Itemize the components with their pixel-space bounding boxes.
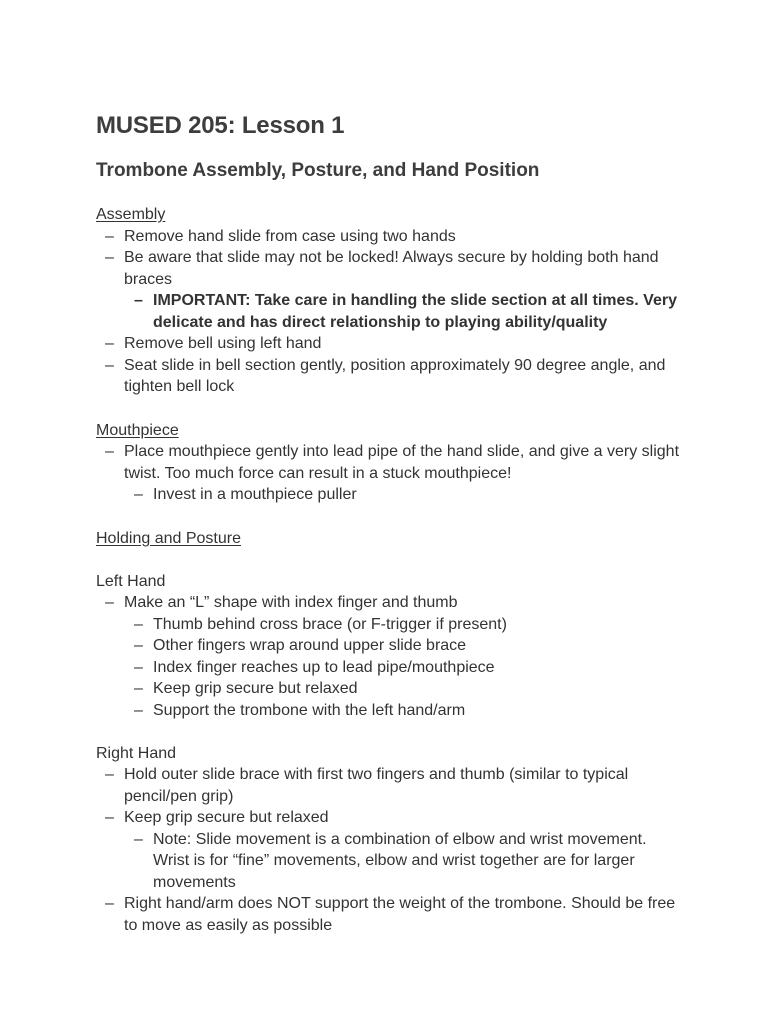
page-title: MUSED 205: Lesson 1 (96, 112, 345, 139)
assembly-section (96, 204, 686, 398)
list-item-text: Keep grip secure but relaxed (153, 680, 358, 697)
list-item-text: Seat slide in bell section gently, position approximately 90 degree angle, and tighten bell lock (124, 356, 666, 395)
bullet-dash: – (134, 658, 143, 676)
list-item (96, 829, 686, 894)
list-item-text: Remove bell using left hand (124, 335, 322, 352)
list-item (96, 484, 686, 506)
left-hand-section (96, 571, 686, 722)
bullet-dash: – (105, 443, 114, 460)
bullet-dash: – (105, 249, 114, 266)
left-hand-list (96, 592, 686, 721)
bullet-dash: – (134, 486, 143, 503)
list-item-text: Right hand/arm does NOT support the weight of the trombone. Should be free to move as easily as possible (124, 895, 676, 934)
holding-section (96, 528, 686, 550)
bullet-dash: – (105, 356, 114, 374)
list-item-text: Thumb behind cross brace (or F-trigger if present) (153, 615, 507, 633)
bullet-dash: – (105, 809, 114, 826)
bullet-dash: – (105, 227, 114, 245)
bullet-dash: – (134, 637, 143, 654)
list-item-text: Make an “L” shape with index finger and thumb (124, 594, 458, 611)
list-item-text: Support the trombone with the left hand/arm (153, 701, 466, 719)
list-item-text: Index finger reaches up to lead pipe/mouthpiece (153, 658, 495, 676)
bullet-dash: – (134, 292, 143, 309)
document-page (96, 109, 686, 936)
mouthpiece-heading: Mouthpiece (96, 421, 179, 439)
list-item (96, 764, 686, 807)
right-hand-heading: Right Hand (96, 744, 177, 762)
list-item (96, 700, 686, 722)
list-item-text: Remove hand slide from case using two hands (124, 227, 456, 245)
bullet-dash: – (105, 335, 114, 352)
list-item (96, 592, 686, 614)
page-subtitle: Trombone Assembly, Posture, and Hand Position (96, 160, 540, 181)
list-item (96, 893, 686, 936)
list-item (96, 614, 686, 636)
list-item (96, 226, 686, 248)
bullet-dash: – (134, 680, 143, 697)
bullet-dash: – (134, 830, 143, 848)
list-item-text: Be aware that slide may not be locked! Always secure by holding both hand braces (124, 249, 659, 288)
list-item-text: Hold outer slide brace with first two fingers and thumb (similar to typical pencil/pen grip) (124, 766, 629, 805)
holding-heading: Holding and Posture (96, 529, 241, 547)
list-item-text: Invest in a mouthpiece puller (153, 486, 357, 503)
list-item (96, 333, 686, 355)
list-item (96, 247, 686, 290)
right-hand-section (96, 743, 686, 937)
list-item-text: Place mouthpiece gently into lead pipe of the hand slide, and give a very slight twist. Too much force can result in a stuck mouthpiece! (124, 443, 680, 482)
mouthpiece-list (96, 441, 686, 506)
list-item-text: Note: Slide movement is a combination of elbow and wrist movement. Wrist is for “fine” movements, elbow and wrist together are for larger movements (153, 830, 647, 891)
left-hand-heading: Left Hand (96, 572, 166, 590)
bullet-dash: – (105, 766, 114, 783)
bullet-dash: – (105, 594, 114, 611)
bullet-dash: – (105, 895, 114, 912)
list-item (96, 807, 686, 829)
list-item (96, 635, 686, 657)
list-item-text: Other fingers wrap around upper slide brace (153, 637, 467, 654)
list-item (96, 441, 686, 484)
right-hand-list (96, 764, 686, 936)
bullet-dash: – (134, 615, 143, 633)
list-item (96, 657, 686, 679)
important-note-item (96, 290, 686, 333)
bullet-dash: – (134, 701, 143, 719)
list-item (96, 355, 686, 398)
list-item-text: IMPORTANT: Take care in handling the slide section at all times. Very delicate and has direct relationship to playing ability/quality (153, 292, 677, 331)
mouthpiece-section (96, 420, 686, 506)
assembly-list (96, 226, 686, 398)
list-item-text: Keep grip secure but relaxed (124, 809, 329, 826)
assembly-heading: Assembly (96, 206, 166, 223)
list-item (96, 678, 686, 700)
